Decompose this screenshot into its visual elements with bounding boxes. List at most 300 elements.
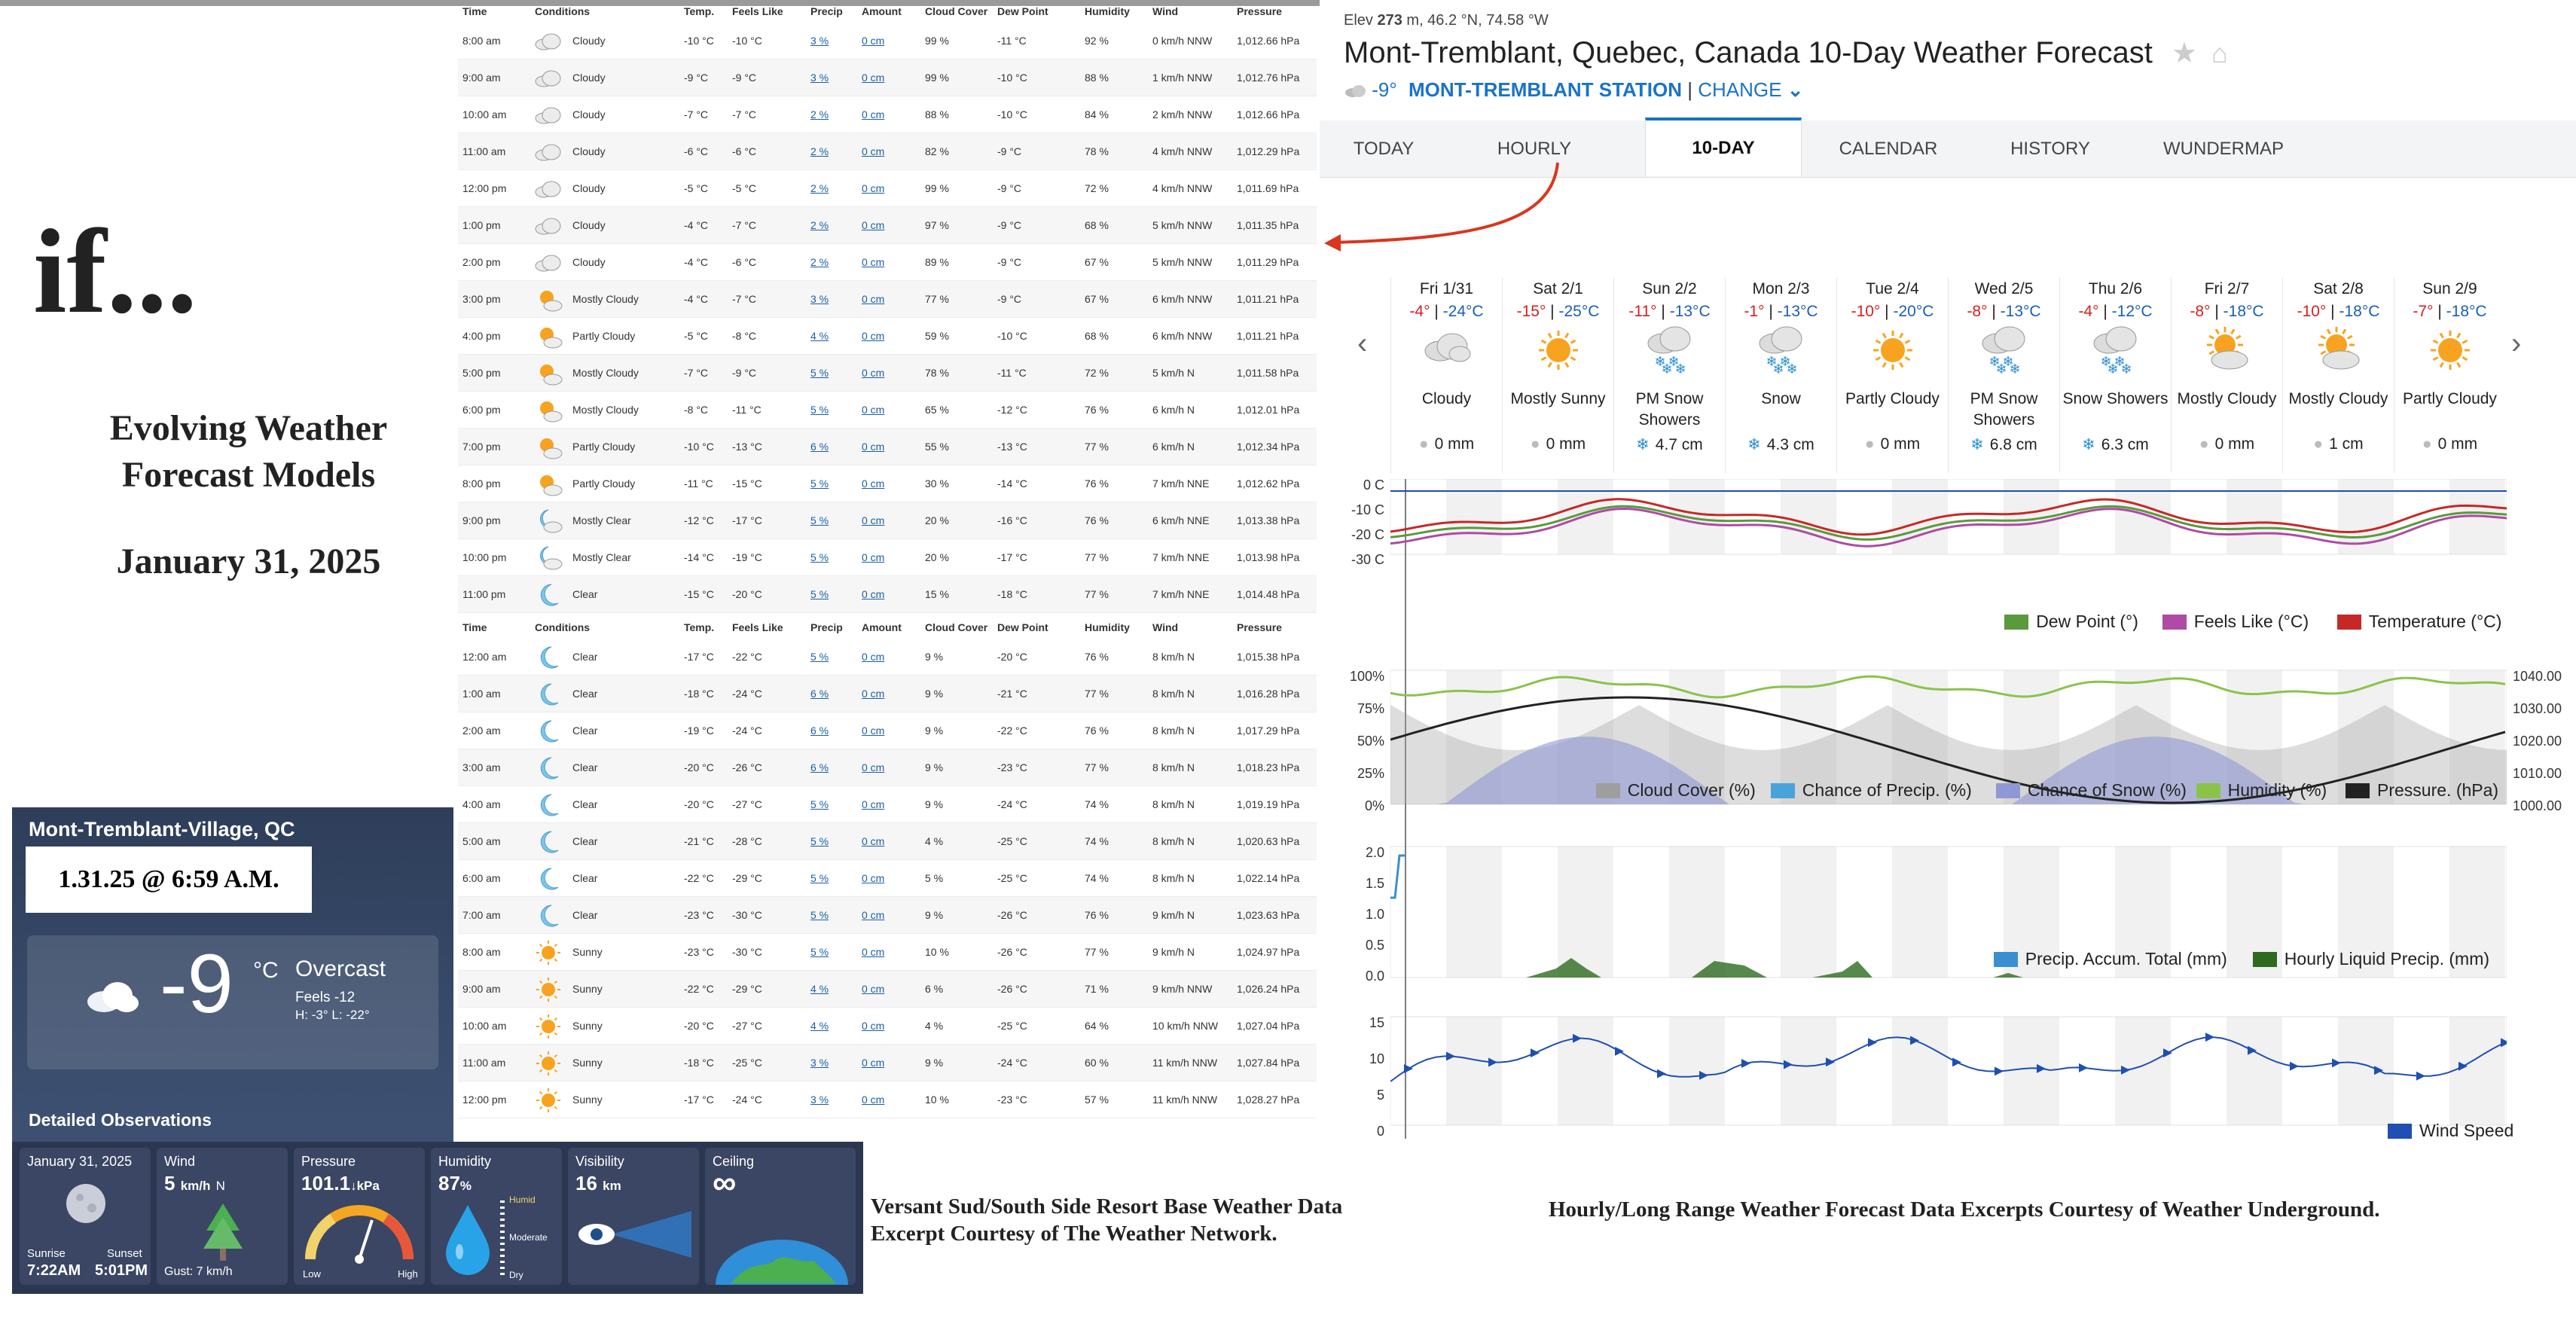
forecast-day-card[interactable] — [2059, 277, 2171, 473]
table-cell: -19 °C — [684, 725, 714, 737]
forecast-day-card[interactable] — [2282, 277, 2394, 473]
table-cell: -23 °C — [684, 946, 714, 958]
table-row — [458, 576, 1317, 613]
table-row — [458, 318, 1317, 355]
table-cell: 1,026.24 hPa — [1237, 983, 1300, 995]
next-days-button[interactable]: › — [2511, 327, 2522, 360]
table-cell[interactable]: 2 % — [810, 182, 829, 194]
table-row — [458, 860, 1317, 897]
table-cell: 77 % — [1085, 761, 1109, 773]
y2-tick-label: 1030.00 — [2513, 701, 2562, 716]
table-cell: 20 % — [925, 514, 949, 526]
table-cell: -26 °C — [732, 761, 762, 773]
table-cell[interactable]: 0 cm — [862, 725, 885, 737]
globe-icon — [716, 1238, 848, 1285]
legend-swatch — [1994, 952, 2018, 967]
table-cell: 82 % — [925, 145, 949, 157]
table-cell: 6 % — [925, 983, 944, 995]
table-cell[interactable]: 0 cm — [862, 798, 885, 810]
day-high: -8° — [1967, 303, 1988, 320]
condition-text: Mostly Cloudy — [572, 404, 639, 416]
pressure-gauge-icon — [303, 1203, 416, 1264]
sunrise-time: 7:22AM — [27, 1262, 81, 1279]
table-cell: -9 °C — [732, 367, 757, 379]
table-cell: 4:00 pm — [462, 330, 501, 342]
table-cell[interactable]: 0 cm — [862, 1020, 885, 1032]
table-cell: 1:00 am — [462, 688, 501, 700]
day-low: -20°C — [1893, 303, 1934, 320]
sun-cloud-icon — [2201, 324, 2254, 377]
table-cell[interactable]: 5 % — [810, 798, 829, 810]
table-row — [458, 133, 1317, 170]
moderate-label: Moderate — [509, 1232, 548, 1243]
svg-text:❄: ❄ — [2120, 361, 2132, 377]
condition-text: Clear — [572, 651, 598, 663]
moon-cloud-icon — [533, 508, 563, 534]
table-cell[interactable]: 5 % — [810, 477, 829, 490]
table-cell: 3:00 pm — [462, 293, 501, 305]
table-row — [458, 429, 1317, 465]
condition-text: Partly Cloudy — [572, 330, 636, 342]
svg-text:❄: ❄ — [1995, 361, 2007, 377]
cloud-icon — [533, 29, 563, 54]
legend-item[interactable] — [1996, 780, 2187, 801]
sun-icon — [533, 1014, 563, 1039]
sunset-label: Sunset — [107, 1247, 142, 1260]
table-cell: -10 °C — [732, 35, 762, 47]
star-icon[interactable]: ★ — [2171, 38, 2198, 69]
table-cell: 8:00 am — [462, 946, 501, 958]
table-cell[interactable]: 0 cm — [862, 145, 885, 157]
table-cell: -13 °C — [997, 441, 1027, 453]
wind-value — [164, 1172, 225, 1195]
y-tick-label: 0% — [1364, 798, 1384, 813]
table-cell: 97 % — [925, 219, 949, 231]
table-cell: -21 °C — [684, 835, 714, 847]
table-cell: 74 % — [1085, 798, 1109, 810]
table-cell: -24 °C — [732, 1094, 762, 1106]
day-precip-amount: 0 mm — [1880, 435, 1921, 453]
column-header: Temp. — [684, 621, 715, 633]
table-cell: -29 °C — [732, 872, 762, 884]
station-name[interactable]: MONT-TREMBLANT STATION — [1408, 78, 1682, 101]
table-cell[interactable]: 0 cm — [862, 35, 885, 47]
table-cell[interactable]: 0 cm — [862, 108, 885, 120]
table-cell: -11 °C — [684, 477, 713, 490]
table-cell[interactable]: 0 cm — [862, 256, 885, 268]
legend-swatch — [1596, 783, 1620, 798]
forecast-day-card[interactable] — [1613, 277, 1725, 473]
table-cell: 9 % — [925, 1057, 944, 1069]
elev-coords: m, 46.2 °N, 74.58 °W — [1406, 12, 1549, 29]
table-cell: -9 °C — [732, 72, 757, 84]
table-cell[interactable]: 0 cm — [862, 367, 885, 379]
sun-icon — [533, 1051, 563, 1076]
table-cell[interactable]: 0 cm — [862, 651, 885, 663]
table-cell[interactable]: 3 % — [810, 35, 829, 47]
table-cell: 15 % — [925, 588, 949, 600]
table-row — [458, 712, 1317, 749]
day-high: -8° — [2190, 303, 2211, 320]
cloud-icon — [81, 973, 142, 1018]
table-cell[interactable]: 2 % — [810, 256, 829, 268]
day-precip — [2172, 435, 2282, 453]
day-condition: Mostly Cloudy — [2177, 390, 2277, 407]
temp-unit: °C — [253, 958, 279, 983]
y-tick-label: 0 — [1376, 1124, 1384, 1139]
table-cell[interactable]: 0 cm — [862, 1057, 885, 1069]
day-precip — [1391, 435, 1502, 453]
table-cell[interactable]: 0 cm — [862, 983, 885, 995]
page-title — [1344, 36, 2228, 70]
moon-icon — [63, 1181, 108, 1226]
table-cell[interactable]: 5 % — [810, 514, 829, 526]
table-cell[interactable]: 0 cm — [862, 72, 885, 84]
wind-tile — [157, 1148, 288, 1285]
day-condition: Partly Cloudy — [2403, 390, 2497, 407]
table-cell: 1,012.01 hPa — [1237, 404, 1300, 416]
table-cell: 2:00 am — [462, 725, 501, 737]
table-cell: 77 % — [1085, 688, 1109, 700]
day-low: -12°C — [2111, 303, 2153, 320]
table-cell[interactable]: 0 cm — [862, 588, 885, 600]
y-tick-label: 5 — [1376, 1088, 1384, 1103]
forecast-day-card[interactable] — [2394, 277, 2505, 473]
sun-cloud-icon — [533, 471, 563, 497]
table-cell: 9 km/h NNW — [1152, 983, 1213, 995]
table-cell: -10 °C — [997, 72, 1027, 84]
tab-today[interactable]: TODAY — [1353, 139, 1415, 159]
y-tick-label: 1.0 — [1365, 907, 1384, 922]
tab-hourly[interactable]: HOURLY — [1497, 139, 1572, 159]
sun-cloud-icon — [2312, 324, 2365, 377]
table-cell[interactable]: 5 % — [810, 651, 829, 663]
table-cell[interactable]: 5 % — [810, 588, 829, 600]
legend-item[interactable] — [1771, 780, 1972, 801]
chart-band — [2227, 1017, 2282, 1125]
legend-swatch — [2388, 1124, 2412, 1139]
table-cell: 6:00 pm — [462, 404, 501, 416]
table-cell[interactable]: 5 % — [810, 404, 829, 416]
day-temps: -8° | -18°C — [2190, 303, 2264, 320]
table-cell[interactable]: 0 cm — [862, 688, 885, 700]
column-header: Temp. — [684, 5, 715, 17]
pressure-tile — [294, 1148, 425, 1285]
table-cell[interactable]: 0 cm — [862, 514, 885, 526]
table-cell: 77 % — [1085, 551, 1109, 563]
condition-text: Clear — [572, 761, 598, 773]
table-row — [458, 539, 1317, 576]
table-cell: 68 % — [1085, 219, 1109, 231]
table-cell[interactable]: 0 cm — [862, 219, 885, 231]
table-cell: 1,011.21 hPa — [1237, 330, 1299, 342]
table-cell: -4 °C — [684, 293, 709, 305]
table-row — [458, 23, 1317, 59]
table-cell[interactable]: 0 cm — [862, 404, 885, 416]
home-icon[interactable]: ⌂ — [2211, 38, 2228, 69]
table-cell: 7 km/h NNE — [1152, 588, 1210, 600]
table-cell: 74 % — [1085, 835, 1109, 847]
table-cell: -5 °C — [684, 330, 709, 342]
condition-text: Cloudy — [572, 108, 606, 120]
table-cell[interactable]: 0 cm — [862, 909, 885, 921]
tab-10-day[interactable]: 10-DAY — [1645, 117, 1802, 176]
day-temps: -8° | -13°C — [1967, 303, 2041, 320]
table-cell[interactable]: 0 cm — [862, 182, 885, 194]
legend-item[interactable] — [2004, 612, 2138, 632]
sun-icon — [533, 977, 563, 1002]
day-high: -11° — [1628, 303, 1657, 320]
forecast-day-card[interactable] — [1502, 277, 1613, 473]
raindrop-icon: ● — [2313, 435, 2324, 453]
wind-speed: 5 — [164, 1172, 175, 1194]
condition-text: Mostly Cloudy — [572, 367, 639, 379]
y-tick-label: 0.0 — [1365, 969, 1384, 984]
table-cell[interactable]: 0 cm — [862, 946, 885, 958]
moon-icon — [533, 645, 563, 670]
legend-item[interactable] — [1596, 780, 1756, 801]
table-cell: -15 °C — [684, 588, 714, 600]
day-high: -10° — [2297, 303, 2327, 320]
legend-item[interactable] — [2162, 612, 2309, 632]
table-cell: 8:00 am — [462, 35, 501, 47]
table-cell[interactable]: 0 cm — [862, 330, 885, 342]
table-cell: -17 °C — [684, 1094, 714, 1106]
day-low: -18°C — [2339, 303, 2380, 320]
legend-label: Temperature (°C) — [2368, 612, 2502, 631]
moon-icon — [533, 718, 563, 744]
forecast-day-card[interactable] — [2171, 277, 2282, 473]
table-cell[interactable]: 0 cm — [862, 293, 885, 305]
wind-direction: N — [215, 1179, 225, 1193]
cloud-icon — [533, 66, 563, 91]
table-cell: 0 km/h NNW — [1152, 35, 1213, 47]
table-cell[interactable]: 5 % — [810, 367, 829, 379]
day-precip-amount: 0 mm — [1434, 435, 1475, 453]
table-cell: 5:00 am — [462, 835, 501, 847]
table-cell: -14 °C — [997, 477, 1027, 490]
table-cell[interactable]: 0 cm — [862, 761, 885, 773]
table-cell[interactable]: 3 % — [810, 1057, 829, 1069]
table-cell: -24 °C — [732, 725, 762, 737]
day-low: -24°C — [1442, 303, 1484, 320]
legend-item[interactable] — [2388, 1121, 2513, 1141]
table-cell: 8 km/h N — [1152, 651, 1195, 663]
table-cell: -25 °C — [997, 872, 1027, 884]
column-header: Cloud Cover — [925, 5, 988, 17]
table-cell[interactable]: 3 % — [810, 1094, 829, 1106]
table-cell: 12:00 pm — [462, 1094, 507, 1106]
change-station-link[interactable]: CHANGE — [1698, 78, 1782, 101]
sun-icon — [1532, 324, 1585, 377]
table-cell: 1,012.76 hPa — [1237, 72, 1300, 84]
moon-icon — [533, 682, 563, 707]
table-cell[interactable]: 5 % — [810, 872, 829, 884]
cloud-icon — [533, 213, 563, 239]
table-cell: 67 % — [1085, 256, 1109, 268]
column-header: Wind — [1152, 5, 1179, 17]
table-cell[interactable]: 4 % — [810, 330, 829, 342]
column-header: Cloud Cover — [925, 621, 988, 633]
condition-text: Clear — [572, 725, 598, 737]
table-cell[interactable]: 5 % — [810, 946, 829, 958]
table-cell: -17 °C — [684, 651, 714, 663]
wind-direction-marker — [1868, 1038, 1877, 1047]
forecast-day-card[interactable] — [1948, 277, 2059, 473]
table-cell: 5:00 pm — [462, 367, 501, 379]
table-cell[interactable]: 2 % — [810, 108, 829, 120]
table-cell[interactable]: 5 % — [810, 909, 829, 921]
table-cell: -26 °C — [997, 909, 1027, 921]
table-cell: 1,011.35 hPa — [1237, 219, 1299, 231]
y-tick-label: 50% — [1357, 734, 1384, 749]
table-cell: -20 °C — [732, 588, 762, 600]
condition-text: Cloudy — [572, 145, 606, 157]
legend-item[interactable] — [2337, 612, 2502, 632]
tab-wundermap[interactable]: WUNDERMAP — [2163, 139, 2284, 159]
table-cell: 11 km/h NNW — [1152, 1094, 1218, 1106]
sun-icon — [533, 1088, 563, 1113]
table-cell[interactable]: 5 % — [810, 551, 829, 563]
column-header: Amount — [862, 5, 902, 17]
table-cell[interactable]: 4 % — [810, 983, 829, 995]
day-high: -4° — [1409, 303, 1430, 320]
day-condition: Cloudy — [1421, 390, 1472, 407]
slide-title: if... — [33, 204, 197, 338]
forecast-day-card[interactable] — [1725, 277, 1836, 473]
cloud-icon — [533, 139, 563, 165]
day-precip-amount: 4.3 cm — [1766, 436, 1814, 453]
day-high: -1° — [1744, 303, 1765, 320]
table-cell[interactable]: 0 cm — [862, 835, 885, 847]
column-header: Pressure — [1237, 5, 1282, 17]
table-cell[interactable]: 0 cm — [862, 1094, 885, 1106]
table-cell: -10 °C — [684, 35, 714, 47]
table-cell[interactable]: 2 % — [810, 145, 829, 157]
svg-text:❄: ❄ — [1674, 361, 1686, 377]
table-cell: -12 °C — [997, 404, 1027, 416]
table-cell: 5 % — [925, 872, 944, 884]
legend-swatch — [2337, 615, 2361, 630]
table-cell: 6 km/h N — [1152, 404, 1195, 416]
table-cell: -13 °C — [732, 441, 762, 453]
day-name: Sun 2/9 — [2422, 280, 2477, 297]
table-cell: 7:00 am — [462, 909, 501, 921]
table-cell: 88 % — [1085, 72, 1109, 84]
table-cell: -6 °C — [732, 256, 757, 268]
table-cell: -6 °C — [684, 145, 709, 157]
moon-cloud-icon — [533, 545, 563, 571]
table-cell[interactable]: 5 % — [810, 835, 829, 847]
dry-label: Dry — [509, 1270, 523, 1280]
date-tile — [20, 1148, 151, 1285]
table-cell[interactable]: 2 % — [810, 219, 829, 231]
legend-item[interactable] — [2196, 780, 2327, 801]
table-cell: 2:00 pm — [462, 256, 501, 268]
table-row — [458, 207, 1317, 244]
table-cell: 2 km/h NNW — [1152, 108, 1213, 120]
station-bar: -9° MONT-TREMBLANT STATION | CHANGE ⌄ — [1344, 78, 1803, 102]
table-cell[interactable]: 6 % — [810, 441, 829, 453]
table-row — [458, 639, 1317, 676]
column-header: Conditions — [535, 5, 591, 17]
prev-days-button[interactable]: ‹ — [1357, 327, 1368, 360]
day-name: Thu 2/6 — [2088, 280, 2143, 297]
table-cell: 1,012.29 hPa — [1237, 145, 1300, 157]
table-cell[interactable]: 6 % — [810, 688, 829, 700]
legend-label: Precip. Accum. Total (mm) — [2025, 949, 2227, 969]
ceiling-value: ∞ — [713, 1164, 737, 1201]
table-cell: 30 % — [925, 477, 949, 490]
table-cell: 4:00 am — [462, 798, 501, 810]
y2-tick-label: 1020.00 — [2513, 734, 2562, 749]
table-cell: -30 °C — [732, 946, 762, 958]
table-cell: 8 km/h N — [1152, 872, 1195, 884]
day-high: -15° — [1516, 303, 1546, 320]
svg-text:❄: ❄ — [2114, 354, 2126, 370]
chevron-down-icon[interactable]: ⌄ — [1787, 78, 1804, 101]
sunrise-label: Sunrise — [27, 1247, 66, 1260]
day-condition: Snow — [1761, 390, 1801, 407]
table-cell[interactable]: 3 % — [810, 72, 829, 84]
legend-item[interactable] — [2346, 780, 2498, 801]
day-name: Tue 2/4 — [1866, 280, 1919, 297]
table-cell[interactable]: 0 cm — [862, 477, 885, 490]
chart-band — [1781, 847, 1836, 978]
tab-calendar[interactable]: CALENDAR — [1839, 139, 1938, 159]
y-tick-label: -30 C — [1351, 552, 1384, 567]
legend-item[interactable] — [1994, 949, 2227, 969]
table-cell: 1,024.97 hPa — [1237, 946, 1300, 958]
table-cell[interactable]: 0 cm — [862, 441, 885, 453]
day-temps: -15° | -25°C — [1516, 303, 1600, 320]
visibility-label: Visibility — [575, 1154, 624, 1169]
table-cell: -5 °C — [684, 182, 709, 194]
snowflake-icon: ❄ — [1747, 436, 1761, 453]
table-cell[interactable]: 0 cm — [862, 872, 885, 884]
condition-text: Cloudy — [572, 72, 606, 84]
legend-label: Humidity (%) — [2227, 780, 2327, 800]
table-cell[interactable]: 0 cm — [862, 551, 885, 563]
forecast-day-card[interactable] — [1836, 277, 1948, 473]
tab-history[interactable]: HISTORY — [2010, 139, 2090, 159]
table-row — [458, 971, 1317, 1008]
table-cell[interactable]: 4 % — [810, 1020, 829, 1032]
forecast-day-card[interactable] — [1390, 277, 1502, 473]
svg-text:❄: ❄ — [1668, 354, 1680, 370]
credit-weather-underground: Hourly/Long Range Weather Forecast Data Excerpts Courtesy of Weather Underground. — [1549, 1197, 2380, 1222]
table-row — [458, 1081, 1317, 1118]
cloud-icon — [1344, 84, 1366, 98]
table-cell: 1,011.69 hPa — [1237, 182, 1299, 194]
table-cell: -7 °C — [732, 219, 757, 231]
legend-item[interactable] — [2253, 949, 2489, 969]
legend-label: Chance of Snow (%) — [2028, 780, 2187, 800]
table-cell: 1,019.19 hPa — [1237, 798, 1300, 810]
snowflake-icon: ❄ — [2082, 436, 2095, 453]
table-row — [458, 749, 1317, 786]
table-cell[interactable]: 3 % — [810, 293, 829, 305]
table-cell[interactable]: 6 % — [810, 725, 829, 737]
condition-text: Cloudy — [572, 182, 606, 194]
day-name: Sat 2/8 — [2313, 280, 2364, 297]
table-cell[interactable]: 6 % — [810, 761, 829, 773]
table-cell: 1,015.38 hPa — [1237, 651, 1300, 663]
table-cell: 9 % — [925, 651, 944, 663]
table-cell: -24 °C — [732, 688, 762, 700]
visibility-number: 16 — [575, 1172, 597, 1194]
table-cell: 9 % — [925, 909, 944, 921]
